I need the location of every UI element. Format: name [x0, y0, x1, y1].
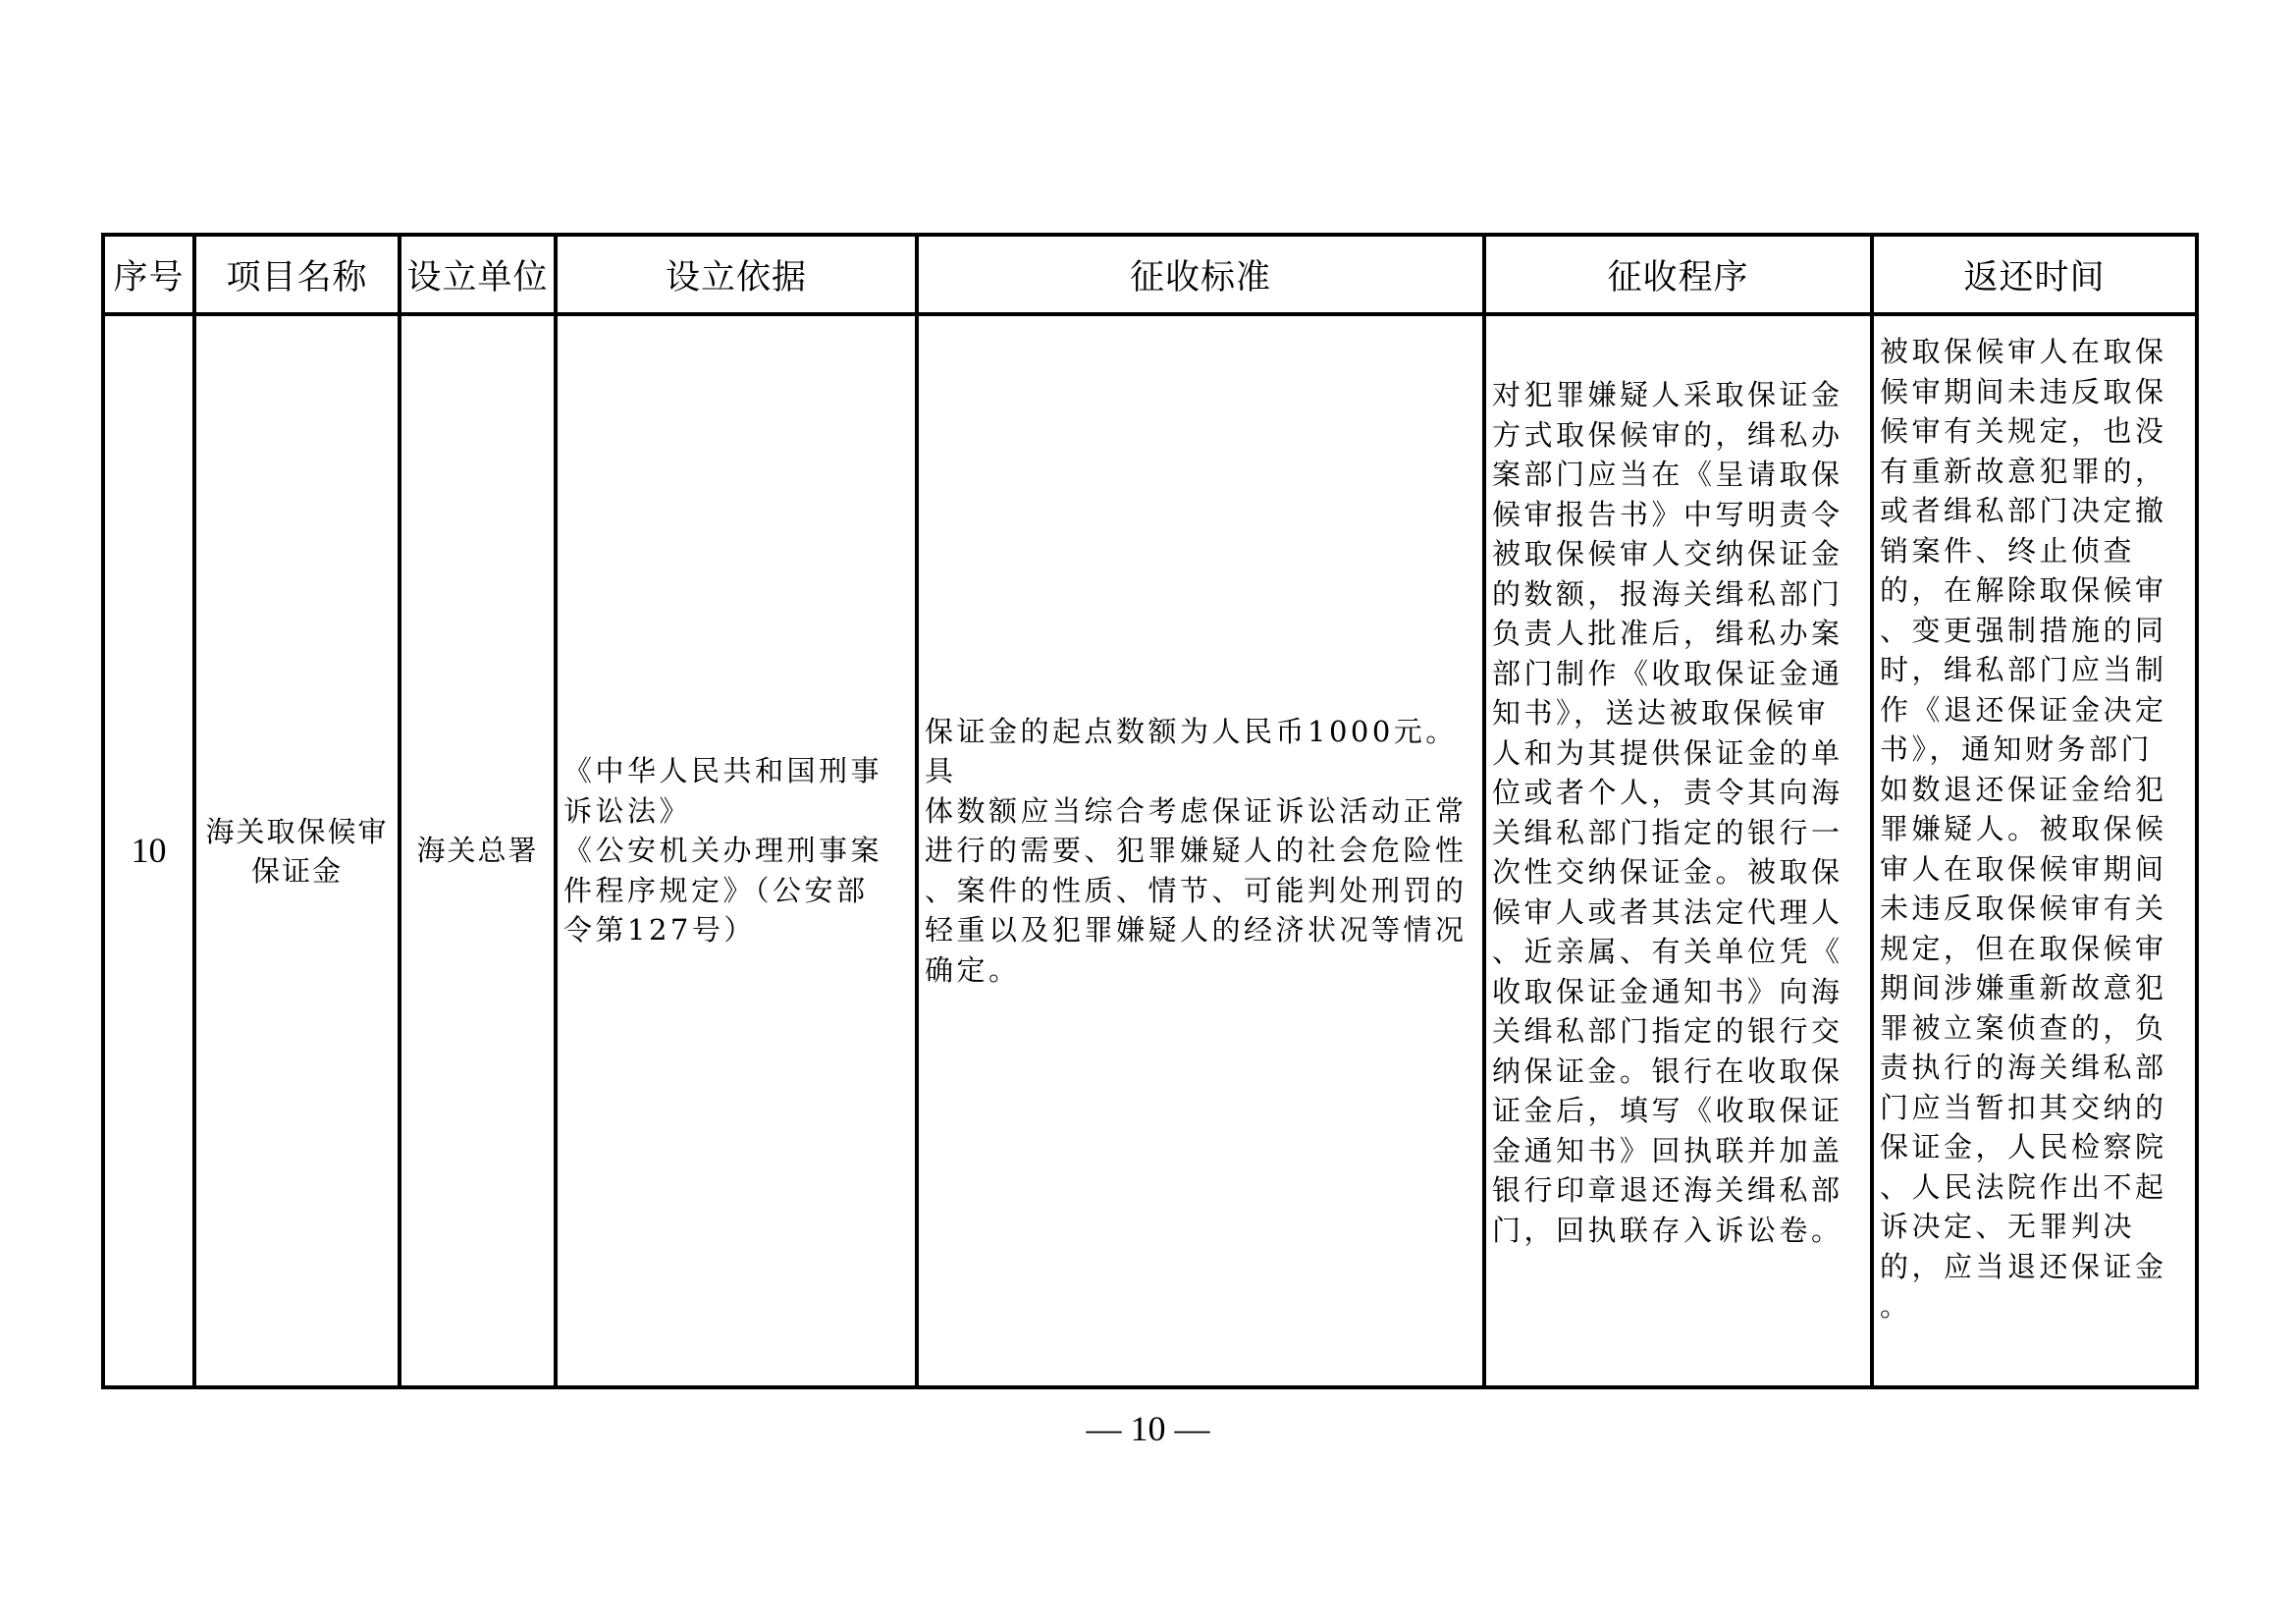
return-line: 未违反取保候审有关	[1880, 892, 2167, 925]
header-unit: 设立单位	[400, 235, 556, 314]
return-line: 被取保候审人在取保	[1880, 335, 2167, 368]
return-line: 审人在取保候审期间	[1880, 851, 2167, 886]
procedure-line: 的数额，报海关缉私部门	[1492, 576, 1843, 611]
procedure-line: 负责人批准后，缉私办案	[1492, 617, 1843, 650]
return-line: 的，在解除取保候审	[1880, 573, 2167, 607]
cell-standard	[917, 314, 1484, 1387]
item-name-line: 保证金	[250, 853, 343, 888]
header-item-name: 项目名称	[194, 235, 400, 314]
procedure-line: 位或者个人，责令其向海	[1492, 776, 1843, 809]
header-seq: 序号	[103, 235, 194, 314]
procedure-line: 证金后，填写《收取保证	[1492, 1094, 1843, 1127]
basis-line: 诉讼法》	[563, 793, 692, 828]
header-procedure: 征收程序	[1484, 235, 1872, 314]
standard-line: 保证金的起点数额为人民币1000元。具	[925, 714, 1458, 788]
return-line: 规定，但在取保候审	[1880, 931, 2167, 965]
procedure-line: 金通知书》回执联并加盖	[1492, 1133, 1843, 1167]
return-line: 作《退还保证金决定	[1880, 692, 2167, 727]
procedure-line: 候审报告书》中写明责令	[1492, 497, 1843, 531]
procedure-line: 知书》，送达被取保候审	[1492, 696, 1830, 730]
table-row	[103, 314, 2197, 1387]
return-line: 销案件、终止侦查	[1880, 533, 2136, 568]
return-line: 门应当暂扣其交纳的	[1880, 1090, 2167, 1124]
cell-item-name	[194, 314, 400, 1387]
return-line: 候审有关规定，也没	[1880, 414, 2167, 448]
procedure-line: 被取保候审人交纳保证金	[1492, 537, 1843, 570]
procedure-line: 、近亲属、有关单位凭《	[1492, 935, 1843, 968]
procedure-line: 人和为其提供保证金的单	[1492, 735, 1843, 770]
procedure-line: 部门制作《收取保证金通	[1492, 656, 1843, 690]
return-line: 诉决定、无罪判决	[1880, 1210, 2136, 1243]
return-line: 有重新故意犯罪的，	[1880, 454, 2167, 488]
cell-basis	[556, 314, 917, 1387]
standard-line: 体数额应当综合考虑保证诉讼活动正常	[925, 793, 1468, 828]
procedure-line: 关缉私部门指定的银行交	[1492, 1014, 1843, 1048]
basis-line: 《公安机关办理刑事案	[563, 834, 883, 868]
cell-seq: 10	[103, 314, 194, 1387]
return-line: 保证金，人民检察院	[1880, 1130, 2167, 1164]
return-line: 书》，通知财务部门	[1880, 732, 2154, 766]
procedure-line: 候审人或者其法定代理人	[1492, 894, 1843, 929]
standard-line: 确定。	[925, 952, 1021, 987]
standard-line: 进行的需要、犯罪嫌疑人的社会危险性	[925, 834, 1468, 868]
return-line: 责执行的海关缉私部	[1880, 1051, 2167, 1084]
return-line: 候审期间未违反取保	[1880, 374, 2167, 408]
item-name-line: 海关取保候审	[205, 814, 389, 848]
return-line: 的，应当退还保证金	[1880, 1249, 2167, 1283]
cell-return-time	[1872, 314, 2197, 1387]
return-line: 如数退还保证金给犯	[1880, 772, 2167, 806]
procedure-line: 收取保证金通知书》向海	[1492, 974, 1843, 1008]
basis-line: 《中华人民共和国刑事	[563, 754, 883, 788]
procedure-line: 案部门应当在《呈请取保	[1492, 458, 1843, 491]
procedure-line: 次性交纳保证金。被取保	[1492, 855, 1843, 889]
basis-line: 令第127号）	[563, 913, 756, 947]
header-standard: 征收标准	[917, 235, 1484, 314]
procedure-line: 关缉私部门指定的银行一	[1492, 815, 1843, 849]
table-header-row	[103, 235, 2197, 314]
return-line: 、人民法院作出不起	[1880, 1169, 2167, 1204]
cell-unit: 海关总署	[400, 314, 556, 1387]
fee-items-table	[101, 233, 2199, 1389]
return-line: 、变更强制措施的同	[1880, 613, 2167, 647]
return-line: 罪嫌疑人。被取保候	[1880, 812, 2167, 845]
page-number: — 10 —	[1086, 1409, 1210, 1448]
standard-line: 轻重以及犯罪嫌疑人的经济状况等情况	[925, 913, 1468, 947]
cell-procedure	[1484, 314, 1872, 1387]
return-line: 。	[1880, 1289, 1912, 1323]
procedure-line: 纳保证金。银行在收取保	[1492, 1054, 1843, 1088]
return-line: 时，缉私部门应当制	[1880, 653, 2167, 686]
return-line: 或者缉私部门决定撤	[1880, 494, 2167, 527]
return-line: 期间涉嫌重新故意犯	[1880, 971, 2167, 1004]
return-line: 罪被立案侦查的，负	[1880, 1010, 2167, 1045]
procedure-line: 银行印章退还海关缉私部	[1492, 1173, 1843, 1207]
header-return-time: 返还时间	[1872, 235, 2197, 314]
header-basis: 设立依据	[556, 235, 917, 314]
basis-line: 件程序规定》（公安部	[563, 873, 869, 907]
procedure-line: 方式取保候审的，缉私办	[1492, 417, 1843, 452]
procedure-line: 对犯罪嫌疑人采取保证金	[1492, 378, 1843, 411]
standard-line: 、案件的性质、情节、可能判处刑罚的	[925, 873, 1468, 907]
procedure-line: 门，回执联存入诉讼卷。	[1492, 1213, 1843, 1247]
